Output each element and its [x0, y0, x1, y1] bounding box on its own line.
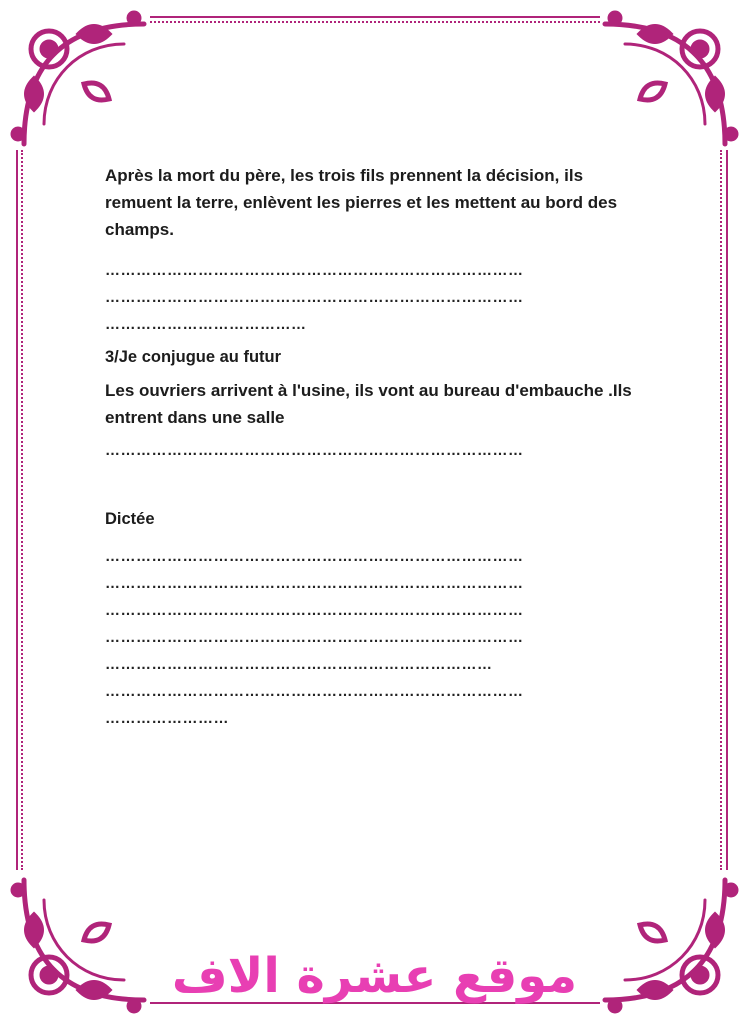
frame-left-line [16, 150, 18, 870]
dictation-line: ……………………………………………………………………… [105, 629, 524, 646]
frame-top-line [150, 16, 600, 18]
answer-line: ……………………………………………………………………… [105, 442, 524, 459]
dictation-line: ……………………………………………………………………… [105, 548, 524, 565]
answer-line: ……………………………………………………………………… [105, 262, 524, 279]
frame-right-line [726, 150, 728, 870]
dictation-line: ………………………………………………………………… [105, 656, 493, 673]
dictation-line: …………………… [105, 710, 229, 727]
exercise-paragraph: Après la mort du père, les trois fils prennent la décision, ils remuent la terre, enlèvent les pierres et les mettent au bord des champs. [105, 166, 618, 239]
conjugation-text: Les ouvriers arrivent à l'usine, ils vont au bureau d'embauche .Ils entrent dans une salle [105, 381, 632, 427]
floral-corner-icon [4, 4, 164, 164]
worksheet-content [105, 162, 635, 732]
frame-left-dotted [21, 150, 23, 870]
frame-top-dotted [150, 21, 600, 23]
section-title-dictee: Dictée [105, 510, 155, 528]
floral-corner-icon [585, 4, 745, 164]
dictation-line: ……………………………………………………………………… [105, 683, 524, 700]
dictation-line: ……………………………………………………………………… [105, 575, 524, 592]
section-title-conjugaison: 3/Je conjugue au futur [105, 348, 282, 366]
answer-line: ……………………………………………………………………… [105, 289, 524, 306]
dictation-line: ……………………………………………………………………… [105, 602, 524, 619]
site-watermark: موقع عشرة الاف [171, 948, 578, 1004]
frame-right-dotted [720, 150, 722, 870]
answer-line: ………………………………… [105, 316, 307, 333]
